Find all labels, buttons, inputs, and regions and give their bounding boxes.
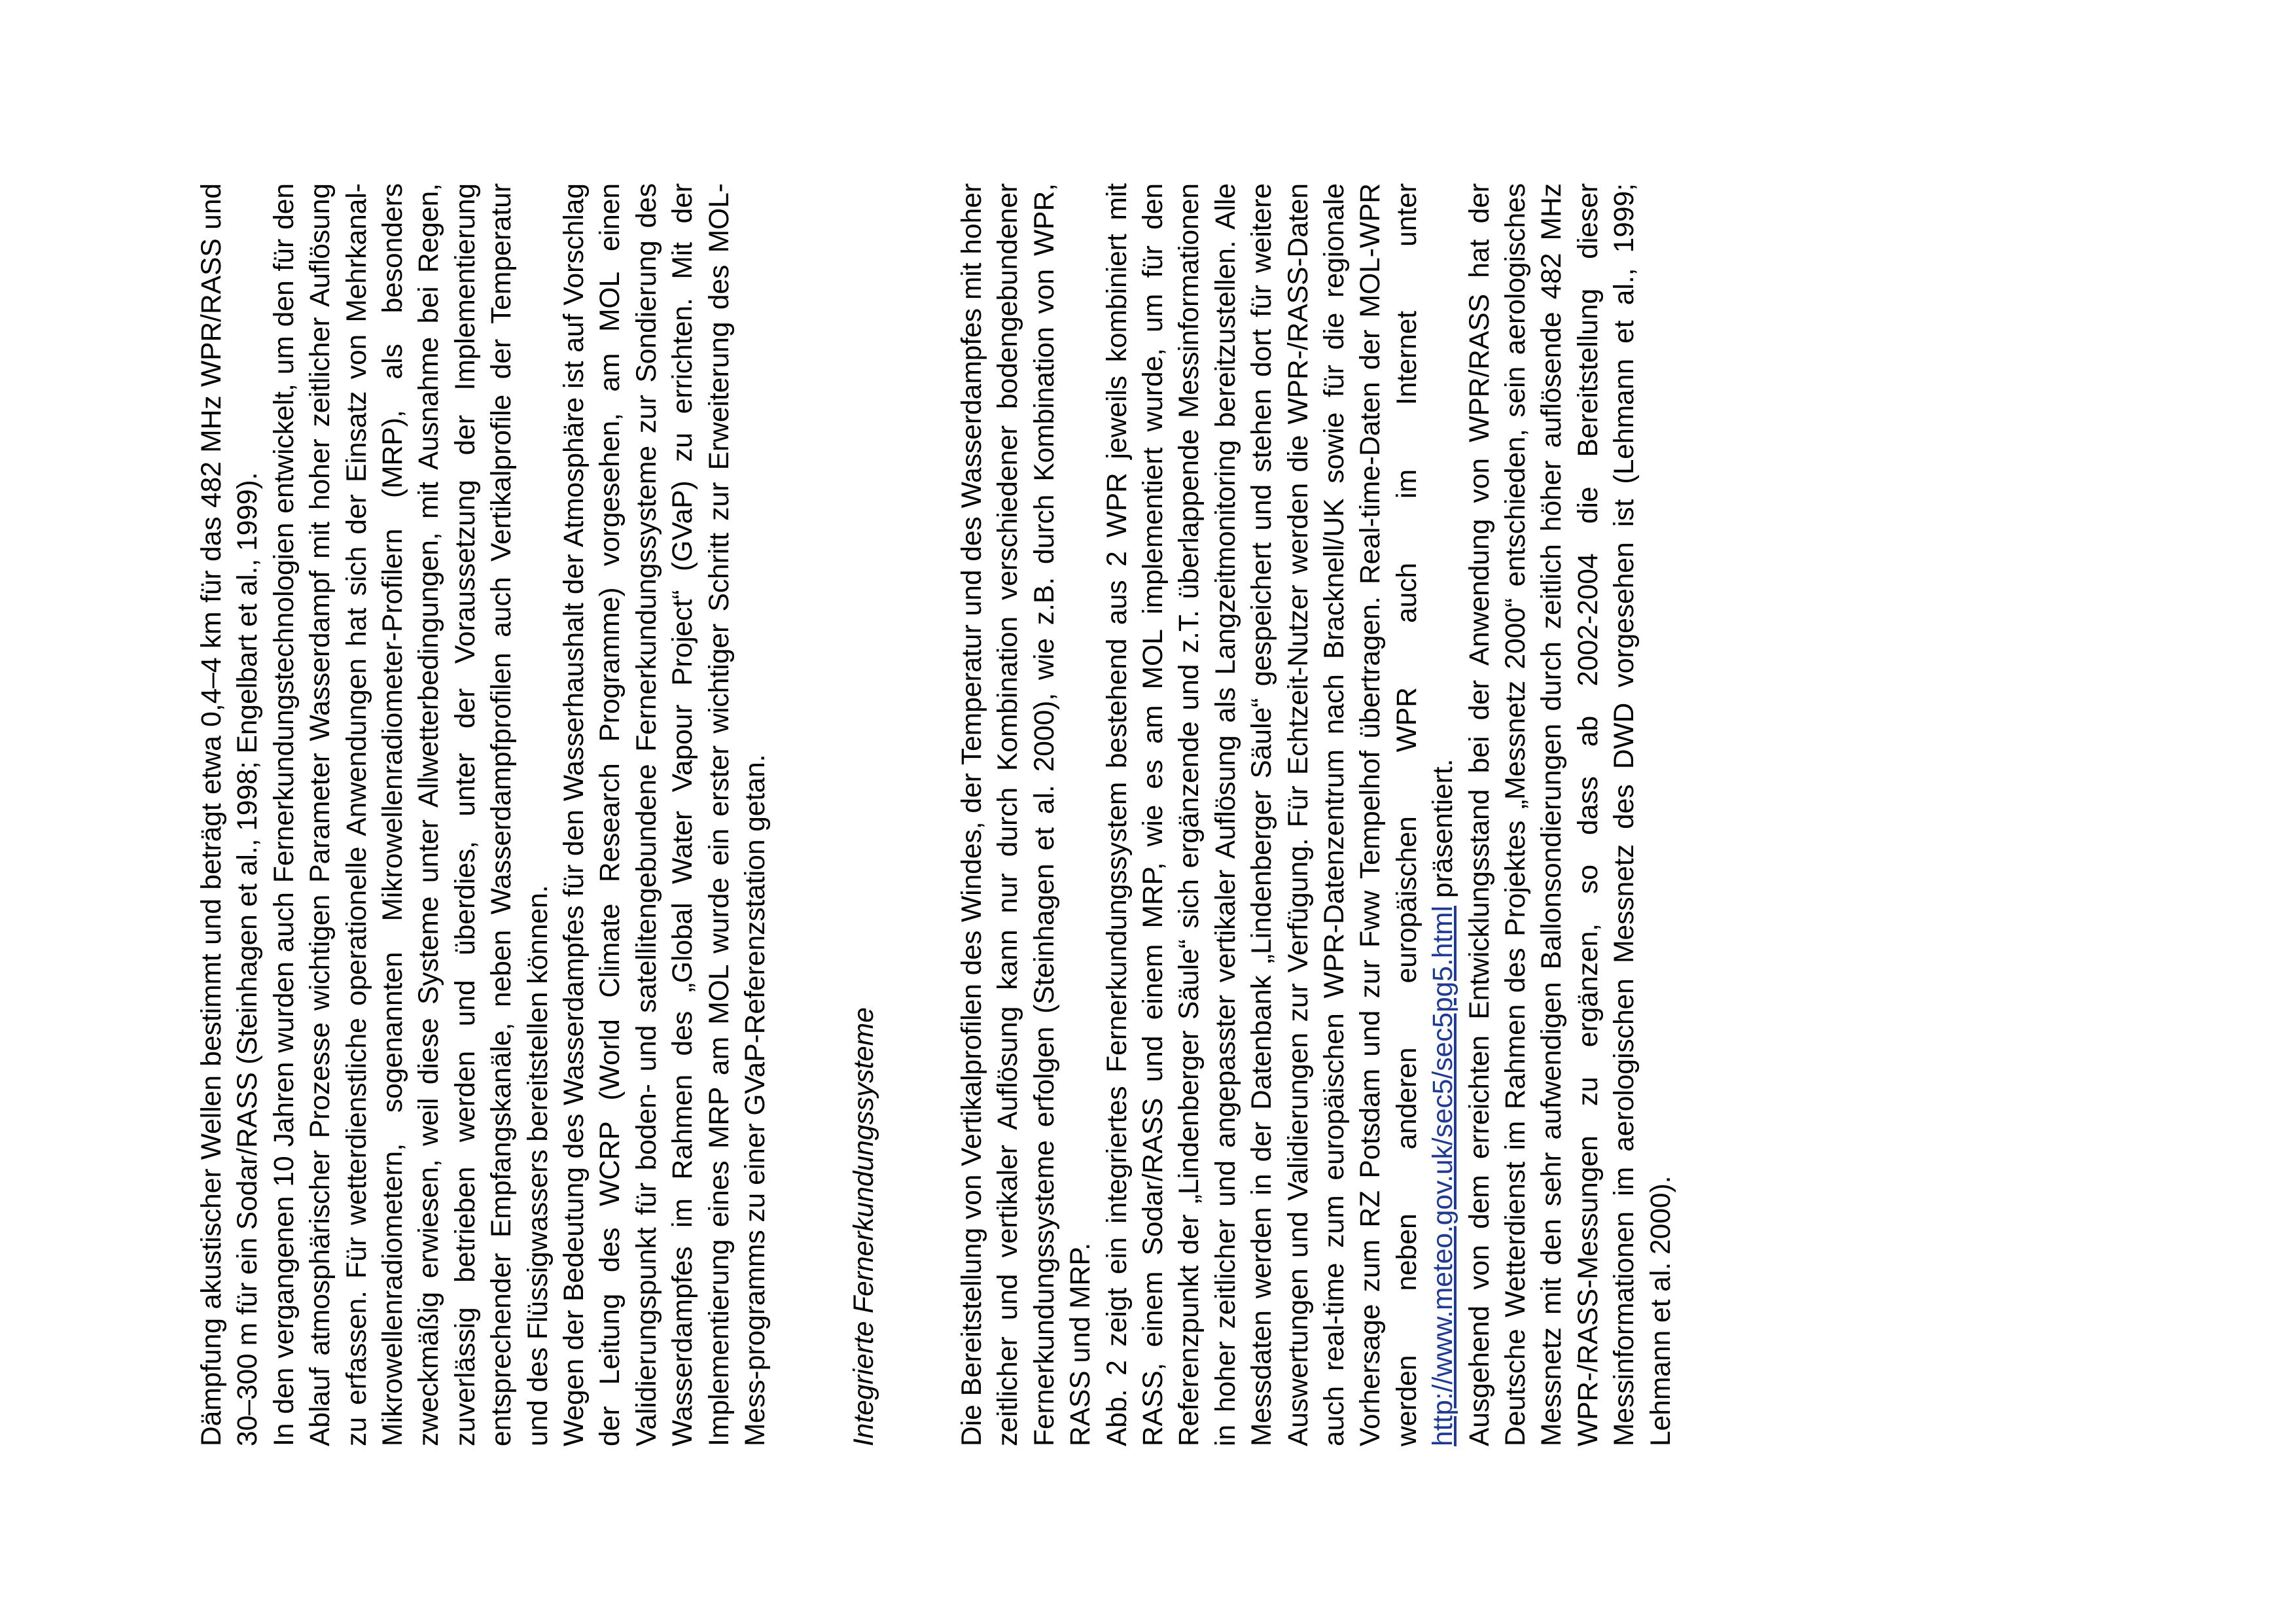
paragraph-gvap: Wegen der Bedeutung des Wasserdampfes für den Wasserhaushalt der Atmosphäre ist auf Vorschlag der Leitung des WCRP (World Climate Research Programme) vorgesehen, am MOL einen Validierungspunkt für boden- und satellitengebundene Fernerkundungssysteme zur Sondierung des Wasserdampfes im Rahmen des „Global Water Vapour Project“ (GVaP) zu errichten. Mit der Implementierung eines MRP am MOL wurde ein erster wichtiger Schritt zur Erweiterung des MOL-Mess-programms zu einer GVaP-Referenzstation getan. <box>559 183 771 1446</box>
section-heading: Integrierte Fernerkundungssysteme <box>848 1007 879 1446</box>
rotated-text-column <box>194 183 1679 1446</box>
paragraph-water-vapour-technology: In den vergangenen 10 Jahren wurden auch Fernerkundungstechnologien entwickelt, um den für den Ablauf atmosphärischer Prozesse wichtigen Parameter Wasserdampf mit hoher zeitlicher Auflösung zu erfassen. Für wetterdienstliche operationelle Anwendungen hat sich der Einsatz von Mehrkanal-Mikrowellenradiometern, sogenannten Mikrowellenradiometer-Profilern (MRP), als besonders zweckmäßig erwiesen, weil diese Systeme unter Allwetterbedingungen, mit Ausnahme bei Regen, zuverlässig betrieben werden und überdies, unter der Voraussetzung der Implementierung entsprechender Empfangskanäle, neben Wasserdampfprofilen auch Vertikalprofile der Temperatur und des Flüssigwassers bereitstellen können. <box>268 183 554 1446</box>
paragraph-integrated-system <box>1099 183 1462 1446</box>
metoffice-link[interactable]: http://www.meteo.gov.uk/sec5/sec5pg5.html <box>1428 905 1459 1446</box>
integrated-system-text: Abb. 2 zeigt ein integriertes Fernerkundungssystem bestehend aus 2 WPR jeweils kombiniert mit RASS, einem Sodar/RASS und einem MRP, wie es am MOL implementiert wurde, um für den Referenzpunkt der „Lindenberger Säule“ sich ergänzende und z.T. überlappende Messinformationen in hoher zeitlicher und angepasster vertikaler Auflösung als Langzeitmonitoring bereitzustellen. Alle Messdaten werden in der Datenbank „Lindenberger Säule“ gespeichert und stehen dort für weitere Auswertungen und Validierungen zur Verfügung. Für Echtzeit-Nutzer werden die WPR-/RASS-Daten auch real-time zum europäischen WPR-Datenzentrum nach Bracknell/UK sowie für die regionale Vorhersage zum RZ Potsdam und zur Fww Tempelhof übertragen. Real-time-Daten der MOL-WPR werden neben anderen europäischen WPR auch im Internet unter <box>1101 183 1422 1446</box>
paragraph-combination: Die Bereitstellung von Vertikalprofilen des Windes, der Temperatur und des Wasserdampfes mit hoher zeitlicher und vertikaler Auflösung kann nur durch Kombination verschiedener bodengebundener Fernerkundungssysteme erfolgen (Steinhagen et al. 2000), wie z.B. durch Kombination von WPR, RASS und MRP. <box>956 183 1097 1446</box>
integrated-system-text-end: präsentiert. <box>1428 758 1459 906</box>
paragraph-damping: Dämpfung akustischer Wellen bestimmt und beträgt etwa 0,4–4 km für das 482 MHz WPR/RASS und 30–300 m für ein Sodar/RASS (Steinhagen et al., 1998; Engelbart et al., 1999). <box>196 183 264 1446</box>
paragraph-messnetz-2000: Ausgehend von dem erreichten Entwicklungsstand bei der Anwendung von WPR/RASS hat der Deutsche Wetterdienst im Rahmen des Projektes „Messnetz 2000“ entschieden, sein aerologisches Messnetz mit den sehr aufwendigen Ballonsondierungen durch zeitlich höher auflösende 482 MHz WPR-/RASS-Messungen zu ergänzen, so dass ab 2002-2004 die Bereitstellung dieser Messinformationen im aerologischen Messnetz des DWD vorgesehen ist (Lehmann et al., 1999; Lehmann et al. 2000). <box>1464 183 1676 1446</box>
